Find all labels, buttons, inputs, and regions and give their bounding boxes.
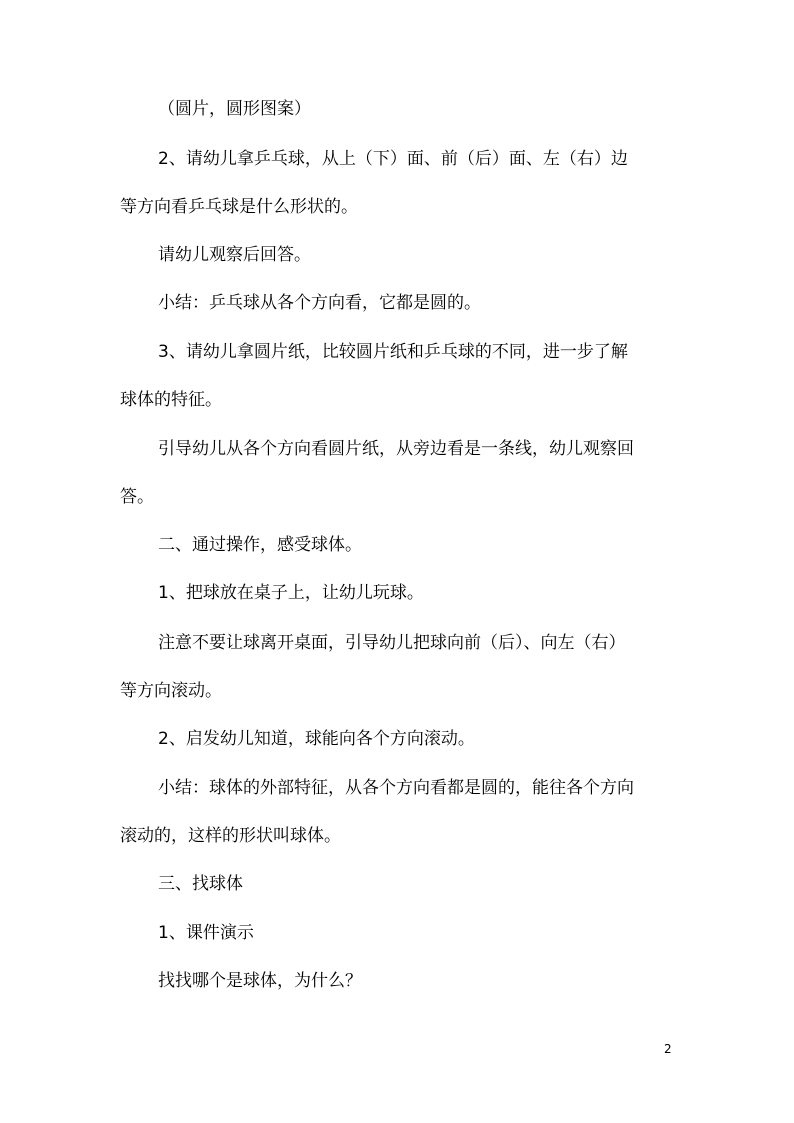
text-line: 2、启发幼儿知道，球能向各个方向滚动。 [158,729,475,749]
text-line: 请幼儿观察后回答。 [158,245,311,265]
page-number: 2 [664,1042,672,1056]
text-line: 二、通过操作，感受球体。 [158,535,362,555]
text-line: 1、把球放在桌子上，让幼儿玩球。 [158,583,424,603]
text-line: 3、请幼儿拿圆片纸，比较圆片纸和乒乓球的不同，进一步了解 [158,342,628,362]
text-line: 三、找球体 [158,874,243,894]
text-line: 等方向看乒乓球是什么形状的。 [120,197,358,217]
text-line: 找找哪个是球体，为什么？ [158,971,362,991]
text-line: 注意不要让球离开桌面，引导幼儿把球向前（后）、向左（右） [158,633,626,653]
text-line: 球体的特征。 [120,390,222,410]
text-line: 2、请幼儿拿乒乓球，从上（下）面、前（后）面、左（右）边 [158,149,628,169]
text-line: 小结：球体的外部特征，从各个方向看都是圆的，能往各个方向 [158,778,634,798]
text-line: （圆片，圆形图案） [158,99,311,119]
text-line: 等方向滚动。 [120,681,222,701]
text-line: 引导幼儿从各个方向看圆片纸，从旁边看是一条线，幼儿观察回 [158,439,634,459]
text-line: 小结：乒乓球从各个方向看，它都是圆的。 [158,293,481,313]
text-line: 答。 [120,487,154,507]
text-line: 1、课件演示 [158,923,254,943]
text-line: 滚动的，这样的形状叫球体。 [120,826,341,846]
